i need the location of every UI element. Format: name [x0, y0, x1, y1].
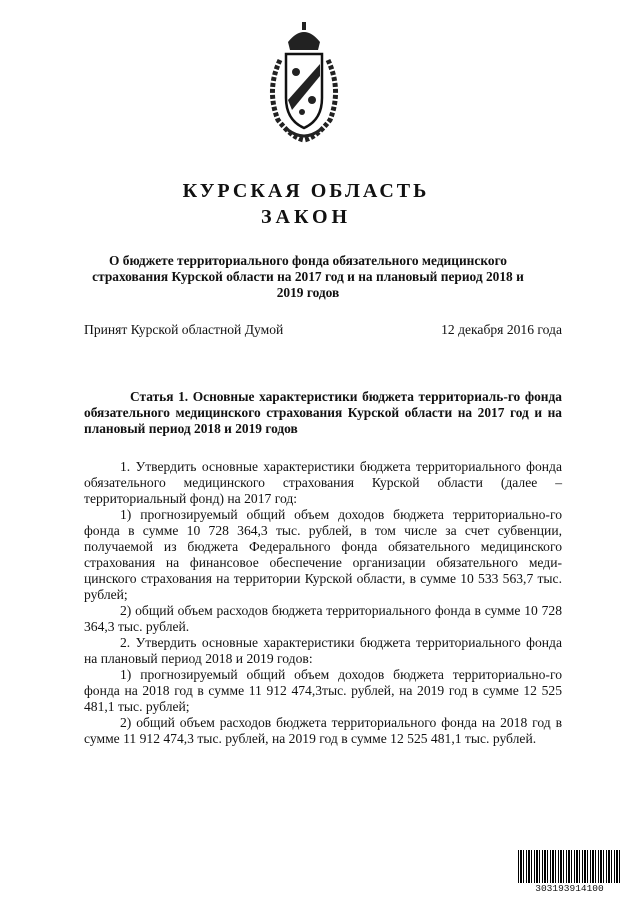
- barcode-bars: [518, 850, 621, 886]
- adopted-by: Принят Курской областной Думой: [84, 322, 284, 337]
- paragraph: 2. Утвердить основные характеристики бюджета территориального фонда на плановый период 2018 и 2019 годов:: [84, 635, 562, 666]
- article-1-title: Статья 1. Основные характеристики бюджета территориаль-го фонда обязательного медицинского страхования Курской области на 2017 год и на плановый период 2018 и 2019 годов: [84, 389, 562, 436]
- law-title: О бюджете территориального фонда обязательного медицинского страхования Курской области на 2017 год и на плановый период 2018 и 2019 годов: [92, 253, 524, 300]
- adoption-line: [84, 322, 562, 338]
- article-1-body: [84, 459, 562, 747]
- paragraph: 2) общий объем расходов бюджета территориального фонда на 2018 год в сумме 11 912 474,3 тыс. рублей, на 2019 год в сумме 12 525 481,1 тыс. рублей.: [84, 715, 562, 746]
- paragraph: 1. Утвердить основные характеристики бюджета территориального фонда обязательного медицинского страхования Курской области (далее – территориальный фонд) на 2017 год:: [84, 459, 562, 506]
- barcode: [518, 850, 621, 894]
- paragraph: 1) прогнозируемый общий объем доходов бюджета территориально-го фонда в сумме 10 728 364,3 тыс. рублей, в том числе за счет субвенции, получаемой из бюджета Федерального фонда обязательного медицинского страхования на финансовое обеспечение организации обязательного меди-цинского страхования на территории Курской области, в сумме 10 533 563,7 тыс. рублей;: [84, 507, 562, 602]
- coat-of-arms-kursk-icon: [258, 20, 350, 144]
- region-heading: КУРСКАЯ ОБЛАСТЬ: [182, 180, 430, 202]
- paragraph: 2) общий объем расходов бюджета территориального фонда в сумме 10 728 364,3 тыс. рублей.: [84, 603, 562, 634]
- paragraph: 1) прогнозируемый общий объем доходов бюджета территориально-го фонда на 2018 год в сумме 11 912 474,3тыс. рублей, на 2019 год в сумме 12 525 481,1 тыс. рублей;: [84, 667, 562, 714]
- adoption-date: 12 декабря 2016 года: [441, 322, 562, 337]
- barcode-number: 303193914100: [518, 883, 621, 894]
- document-type-heading: ЗАКОН: [260, 206, 352, 228]
